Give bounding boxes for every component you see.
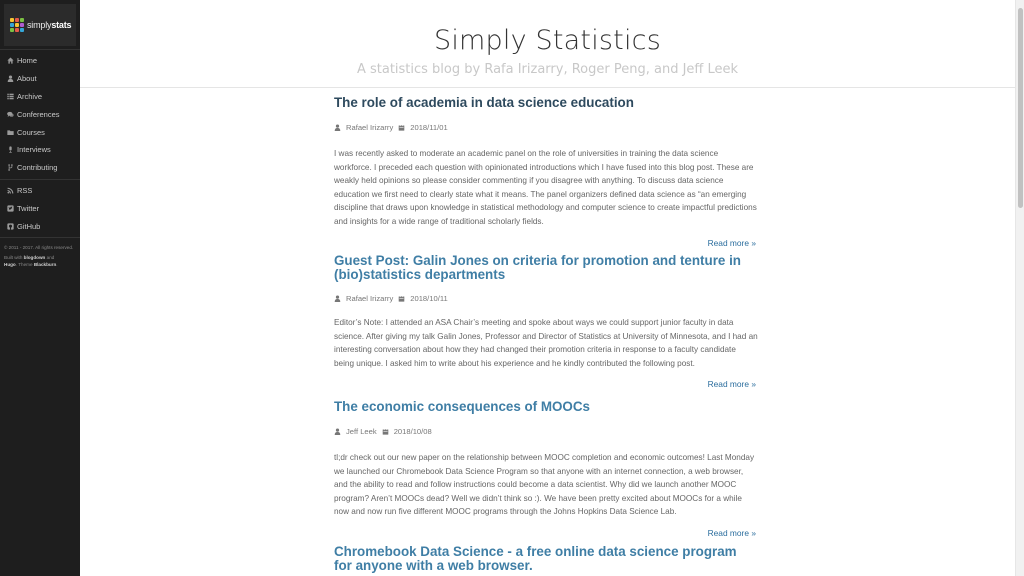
built-with-text: Built with blogdown and Hugo. Theme Blackburn. <box>4 254 58 267</box>
calendar-icon <box>398 295 406 303</box>
rss-icon <box>6 186 15 195</box>
sidebar-item-github[interactable] <box>0 217 80 235</box>
read-more-link[interactable]: Read more » <box>707 527 756 538</box>
hugo-link[interactable]: Hugo <box>4 261 16 267</box>
code-fork-icon <box>6 163 15 172</box>
sidebar-item-interviews[interactable] <box>0 141 80 159</box>
scrollbar-thumb[interactable] <box>1018 8 1023 208</box>
post-meta <box>334 427 758 436</box>
sidebar-item-label: RSS <box>17 185 33 195</box>
sidebar-item-label: Contributing <box>17 163 58 173</box>
sidebar-item-contributing[interactable] <box>0 159 80 177</box>
sidebar-item-label: Courses <box>17 127 45 137</box>
post-excerpt: tl;dr check out our new paper on the relationship between MOOC completion and economic outcomes! Last Monday we launched our Chromebook Data Science Program so that anyone with an internet connection, a web browser, and the ability to read and follow instructions could become a data scientist. Why did we launch another MOOC program? Aren’t MOOCs dead? Well we didn’t think so :). We have been pretty excited about MOOCs for a while now and now run five different MOOC programs through the Johns Hopkins Data Science Lab. <box>334 453 755 517</box>
post-list <box>334 96 758 573</box>
post-date: 2018/10/08 <box>393 427 432 436</box>
site-title[interactable]: Simply Statistics <box>434 25 661 56</box>
copyright-notice <box>0 238 80 268</box>
comments-icon <box>6 110 15 119</box>
site-subtitle: A statistics blog by Rafa Irizarry, Roger Peng, and Jeff Leek <box>356 62 739 77</box>
post-meta <box>334 294 758 303</box>
page-header <box>80 0 1015 88</box>
calendar-icon <box>398 124 406 132</box>
sidebar-item-archive[interactable] <box>0 88 80 106</box>
sidebar-item-label: About <box>17 74 37 84</box>
sidebar-item-home[interactable] <box>0 52 80 70</box>
calendar-icon <box>382 428 390 436</box>
sidebar-item-label: Interviews <box>17 145 51 155</box>
post-author: Rafael Irizarry <box>346 294 394 303</box>
post-item <box>334 95 758 248</box>
post-author: Rafael Irizarry <box>346 123 394 132</box>
copyright-text: © 2011 - 2017. All rights reserved. <box>4 244 74 250</box>
sidebar-item-label: Conferences <box>17 109 60 119</box>
sidebar <box>0 0 80 576</box>
logo-mark-icon <box>10 18 24 32</box>
twitter-icon <box>6 204 15 213</box>
sidebar-item-label: GitHub <box>17 221 41 231</box>
sidebar-item-label: Archive <box>17 91 43 101</box>
blogdown-link[interactable]: blogdown <box>23 254 46 260</box>
post-date: 2018/11/01 <box>410 123 448 132</box>
home-icon <box>6 56 15 65</box>
post-title-link[interactable]: The role of academia in data science education <box>334 95 634 110</box>
sidebar-item-rss[interactable] <box>0 182 80 200</box>
post-item <box>334 400 758 548</box>
user-icon <box>334 124 342 132</box>
user-icon <box>334 428 342 436</box>
read-more-link[interactable]: Read more » <box>707 379 756 390</box>
sidebar-item-label: Twitter <box>17 203 40 213</box>
post-item <box>334 545 758 573</box>
sidebar-item-conferences[interactable] <box>0 105 80 123</box>
page-scrollbar[interactable] <box>1015 0 1024 576</box>
microphone-icon <box>6 145 15 154</box>
post-title-link[interactable]: Chromebook Data Science - a free online data science program for anyone with a web browser. <box>334 544 737 573</box>
list-icon <box>6 92 15 101</box>
github-icon <box>6 222 15 231</box>
post-title-link[interactable]: Guest Post: Galin Jones on criteria for promotion and tenture in (bio)statistics departments <box>334 253 741 282</box>
sidebar-item-label: Home <box>17 56 38 66</box>
post-excerpt: Editor’s Note: I attended an ASA Chair’s meeting and spoke about ways we could support junior faculty in data science. After giving my talk Galin Jones, Professor and Director of Statistics at University of Minnesota, and I had an interesting conversation about how they had changed their promotion criteria in response to a faculty candidate being unique. I asked him to write about his experience and he kindly contributed the following post. <box>334 318 758 368</box>
sidebar-item-courses[interactable] <box>0 123 80 141</box>
theme-link[interactable]: Blackburn <box>33 261 57 267</box>
post-title-link[interactable]: The economic consequences of MOOCs <box>334 399 590 414</box>
post-meta <box>334 123 758 132</box>
post-author: Jeff Leek <box>346 427 377 436</box>
post-date: 2018/10/11 <box>410 294 448 303</box>
primary-nav <box>0 50 80 179</box>
social-nav <box>0 180 80 237</box>
site-logo[interactable] <box>4 4 76 46</box>
folder-icon <box>6 128 15 137</box>
user-icon <box>334 295 342 303</box>
sidebar-item-twitter[interactable] <box>0 199 80 217</box>
post-excerpt: I was recently asked to moderate an academic panel on the role of universities in training the data science workforce. I preceded each question with opinionated introductions which I have fused into this blog post. These are weakly held opinions so please consider commenting if you disagree with anything. To discuss data science education we first need to clearly state what it means. The panel organizers defined data science as “an emerging discipline that draws upon knowledge in statistical methodology and computer science to create impactful predictions and insights for a wide range of traditional scholarly fields. <box>334 149 757 226</box>
read-more-link[interactable]: Read more » <box>707 237 756 248</box>
post-item <box>334 254 758 400</box>
user-icon <box>6 74 15 83</box>
logo-text: simplystats <box>27 20 72 30</box>
sidebar-item-about[interactable] <box>0 70 80 88</box>
